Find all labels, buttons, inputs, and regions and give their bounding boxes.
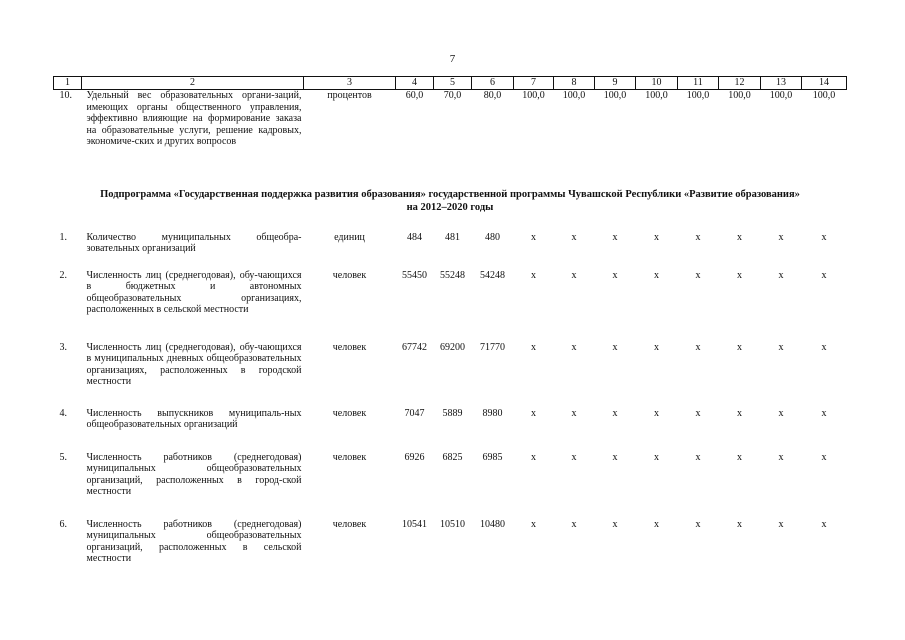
value-cell: x	[737, 518, 742, 530]
value-cell: x	[612, 269, 618, 281]
value-cell: x	[531, 518, 536, 530]
row-number: 3.	[59, 341, 67, 353]
subprogram-title-row	[54, 174, 847, 232]
value-cell: x	[612, 231, 618, 243]
value-cell: 100,0	[728, 90, 751, 101]
column-header: 11	[678, 77, 719, 90]
row-number: 5.	[59, 451, 67, 463]
value-cell: 100,0	[603, 90, 627, 101]
value-cell: x	[778, 269, 784, 281]
table-row	[54, 452, 847, 519]
value-cell: x	[654, 341, 659, 353]
value-cell: 6825	[442, 451, 463, 463]
row-number: 2.	[59, 269, 67, 281]
value-cell: x	[531, 269, 536, 281]
value-cell: x	[737, 231, 742, 243]
value-cell: x	[571, 518, 577, 530]
value-cell: x	[612, 407, 618, 419]
value-cell: x	[654, 518, 659, 530]
value-cell: 100,0	[769, 90, 793, 101]
column-header: 4	[396, 77, 434, 90]
value-cell: x	[531, 407, 536, 419]
column-header: 2	[82, 77, 304, 90]
value-cell: 8980	[482, 407, 503, 419]
column-header: 14	[802, 77, 847, 90]
value-cell: x	[778, 518, 784, 530]
column-header: 1	[54, 77, 82, 90]
value-cell: x	[821, 451, 827, 463]
indicator-name: Численность выпускников муниципаль-ных общеобразовательных организаций	[86, 407, 302, 430]
indicator-name: Численность лиц (среднегодовая), обу-чающихся в бюджетных и автономных общеобразовательных организациях, расположенных в сельской местности	[86, 269, 302, 315]
value-cell: x	[612, 341, 618, 353]
unit-of-measure: человек	[332, 407, 367, 419]
table-row	[54, 408, 847, 452]
value-cell: x	[778, 407, 784, 419]
unit-of-measure: человек	[332, 518, 367, 530]
column-header: 9	[595, 77, 636, 90]
value-cell: x	[654, 407, 659, 419]
value-cell: 55248	[440, 269, 465, 281]
value-cell: 5889	[442, 407, 463, 419]
value-cell: x	[654, 269, 659, 281]
value-cell: 60,0	[405, 90, 424, 101]
value-cell: x	[571, 341, 577, 353]
column-number-header	[54, 77, 847, 90]
value-cell: x	[571, 451, 577, 463]
indicator-name: Численность лиц (среднегодовая), обу-чающихся в муниципальных дневных общеобразовательных организациях, расположенных в городской местности	[86, 341, 302, 387]
unit-of-measure: человек	[332, 451, 367, 463]
indicator-name: Численность работников (среднегодовая) муниципальных общеобразовательных организаций, расположенных в город-ской местности	[86, 451, 302, 497]
value-cell: 100,0	[812, 90, 836, 101]
value-cell: 10541	[402, 518, 427, 530]
row-number: 10.	[59, 90, 72, 101]
column-header: 6	[472, 77, 514, 90]
column-header: 3	[304, 77, 396, 90]
column-header: 8	[554, 77, 595, 90]
unit-of-measure: человек	[332, 341, 367, 353]
value-cell: 100,0	[522, 90, 545, 101]
value-cell: x	[821, 518, 827, 530]
value-cell: 7047	[404, 407, 425, 419]
column-header: 12	[719, 77, 761, 90]
table-row	[54, 519, 847, 579]
column-header: 7	[514, 77, 554, 90]
value-cell: x	[531, 231, 536, 243]
page-number: 7	[449, 53, 456, 65]
value-cell: x	[612, 451, 618, 463]
value-cell: x	[737, 341, 742, 353]
column-header: 10	[636, 77, 678, 90]
column-header: 5	[434, 77, 472, 90]
subprogram-title	[54, 174, 847, 232]
value-cell: x	[654, 231, 659, 243]
value-cell: 54248	[480, 269, 505, 281]
unit-of-measure: единиц	[334, 231, 365, 243]
value-cell: 6985	[482, 451, 503, 463]
value-cell: x	[695, 518, 701, 530]
value-cell: 480	[485, 231, 500, 243]
value-cell: x	[571, 231, 577, 243]
subprogram-title-text: Подпрограмма «Государственная поддержка развития образования» государственной программы Чувашской Республики «Развитие образования» на 2012–2020 годы	[100, 188, 800, 213]
value-cell: x	[778, 451, 784, 463]
value-cell: x	[737, 407, 742, 419]
value-cell: 100,0	[686, 90, 710, 101]
value-cell: x	[571, 269, 577, 281]
indicator-name: Численность работников (среднегодовая) муниципальных общеобразовательных организаций, расположенных в сельской местности	[86, 518, 302, 564]
value-cell: 10480	[480, 518, 505, 530]
value-cell: x	[654, 451, 659, 463]
value-cell: 70,0	[443, 90, 462, 101]
value-cell: x	[737, 269, 742, 281]
value-cell: 55450	[402, 269, 427, 281]
value-cell: x	[695, 451, 701, 463]
value-cell: 484	[407, 231, 422, 243]
value-cell: x	[695, 407, 701, 419]
value-cell: x	[531, 451, 536, 463]
value-cell: 80,0	[483, 90, 502, 101]
value-cell: 100,0	[562, 90, 586, 101]
value-cell: x	[695, 341, 701, 353]
value-cell: 71770	[480, 341, 505, 353]
value-cell: 100,0	[645, 90, 668, 101]
row-number: 6.	[59, 518, 67, 530]
value-cell: x	[695, 231, 701, 243]
value-cell: x	[778, 231, 784, 243]
value-cell: x	[571, 407, 577, 419]
indicators-table	[53, 76, 847, 579]
value-cell: 6926	[404, 451, 425, 463]
table-row	[54, 232, 847, 270]
indicator-name: Удельный вес образовательных органи-заций, имеющих органы общественного управления, эффективно влияющие на формирование заказа на образовательные услуги, решение кадровых, экономиче-ских и других вопросов	[86, 90, 302, 147]
value-cell: x	[821, 341, 827, 353]
value-cell: 67742	[402, 341, 427, 353]
value-cell: 10510	[440, 518, 465, 530]
row-number: 4.	[59, 407, 67, 419]
unit-of-measure: процентов	[327, 90, 372, 101]
table-row	[54, 342, 847, 408]
value-cell: x	[695, 269, 701, 281]
value-cell: x	[531, 341, 536, 353]
value-cell: x	[778, 341, 784, 353]
column-header: 13	[761, 77, 802, 90]
unit-of-measure: человек	[332, 269, 367, 281]
indicator-name: Количество муниципальных общеобра-зовательных организаций	[86, 231, 302, 254]
row-number: 1.	[59, 231, 67, 243]
value-cell: x	[612, 518, 618, 530]
value-cell: x	[821, 269, 827, 281]
value-cell: x	[821, 231, 827, 243]
table-row	[54, 270, 847, 342]
value-cell: x	[737, 451, 742, 463]
value-cell: x	[821, 407, 827, 419]
value-cell: 69200	[440, 341, 465, 353]
value-cell: 481	[445, 231, 460, 243]
table-row	[54, 90, 847, 174]
